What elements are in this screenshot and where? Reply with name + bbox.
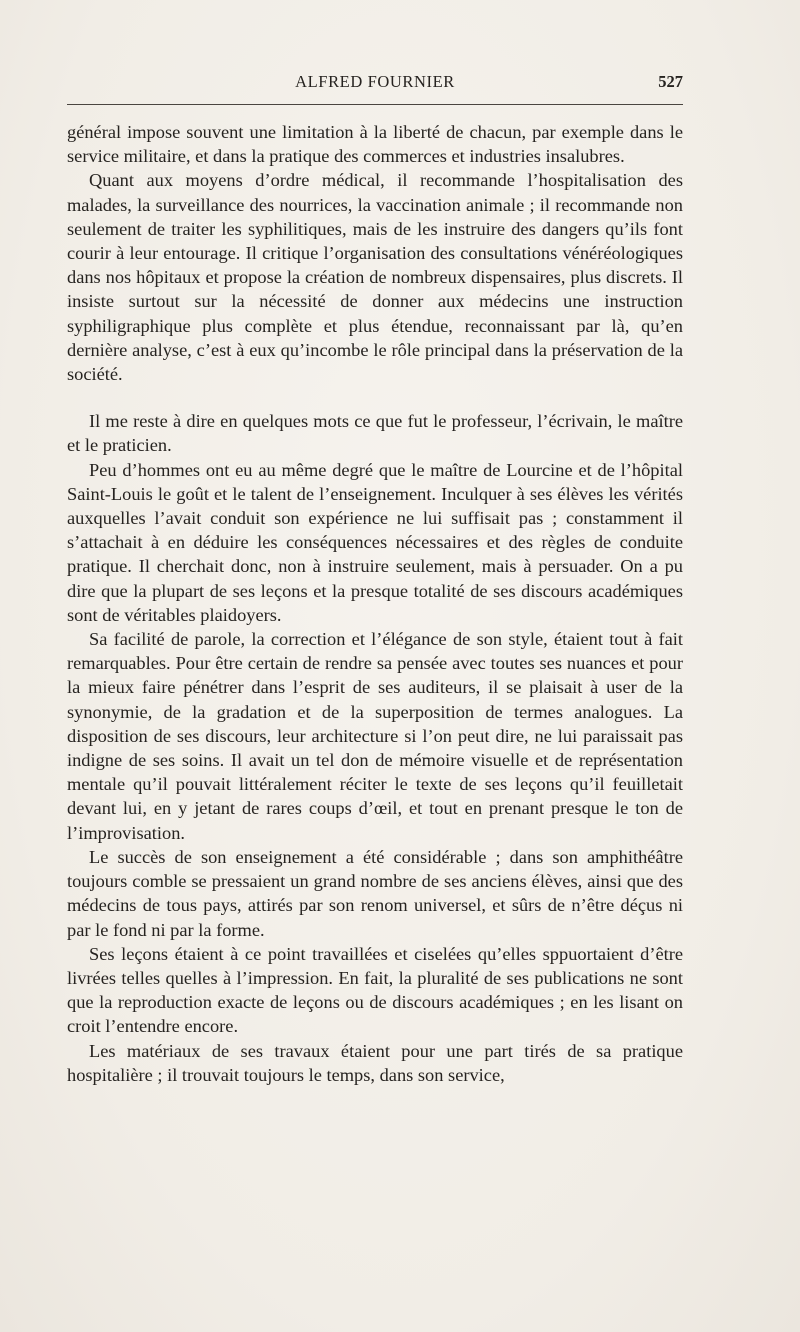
running-title: ALFRED FOURNIER [295, 72, 455, 91]
paragraph-eloquence: Sa facilité de parole, la correction et l’élégance de son style, étaient tout à fait remarquables. Pour être certain de rendre sa pensée avec toutes ses nuances et pour la mieux faire pénétrer dans l’esprit de ses auditeurs, il se plaisait à user de la synonymie, de la gradation et de la superposition de termes analogues. La disposition de ses discours, leur architecture si l’on peut dire, ne lui paraissait pas indigne de ses soins. Il avait un tel don de mémoire visuelle et de représentation mentale qu’il pouvait littéralement réciter le texte de ses leçons qu’il feuilletait devant lui, en y jetant de rares coups d’œil, et tout en prenant presque le ton de l’improvisation. [67, 629, 683, 843]
paragraph-continued: général impose souvent une limitation à la liberté de chacun, par exemple dans le service militaire, et dans la pratique des commerces et industries insalubres. [67, 122, 683, 167]
paragraph-success: Le succès de son enseignement a été considérable ; dans son amphithéâtre toujours comble se pressaient un grand nombre de ses anciens élèves, ainsi que des médecins de tous pays, attirés par son renom universel, et sûrs de n’être déçus ni par le fond ni par la forme. [67, 846, 683, 940]
page-number: 527 [658, 72, 683, 91]
paragraph-medical-measures: Quant aux moyens d’ordre médical, il recommande l’hospitalisation des malades, la surveillance des nourrices, la vaccination animale ; il recommande non seulement de traiter les syphilitiques, mais de les instruire des dangers qu’ils font courir à leur entourage. Il critique l’organisation des consultations vénéréologiques dans nos hôpitaux et propose la création de nombreux dispensaires, plus discrets. Il insiste surtout sur la nécessité de donner aux médecins une instruction syphiligraphique plus complète et plus étendue, reconnaissant par là, qu’en dernière analyse, c’est à eux qu’incombe le rôle principal dans la préservation de la société. [67, 170, 683, 385]
paragraph-publications: Ses leçons étaient à ce point travaillées et ciselées qu’elles sppuortaient d’être livrées telles quelles à l’impression. En fait, la pluralité de ses publications ne sont que la reproduction exacte de leçons ou de discours académiques ; en les lisant on croit l’entendre encore. [67, 943, 683, 1037]
paragraph-materials: Les matériaux de ses travaux étaient pour une part tirés de sa pratique hospitalière ; il trouvait toujours le temps, dans son service, [67, 1040, 683, 1085]
header-rule [67, 104, 683, 105]
page-header [67, 72, 683, 98]
body-text [67, 120, 683, 1087]
paragraph-teaching: Peu d’hommes ont eu au même degré que le maître de Lourcine et de l’hôpital Saint-Louis le goût et le talent de l’enseignement. Inculquer à ses élèves les vérités auxquelles l’avait conduit son expérience ne lui suffisait pas ; constamment il s’attachait à en déduire les conséquences nécessaires et des règles de conduite pratique. Il cherchait donc, non à instruire seulement, mais à persuader. On a pu dire que la plupart de ses leçons et la presque totalité de ses discours académiques sont de véritables plaidoyers. [67, 459, 683, 625]
paragraph-section-intro: Il me reste à dire en quelques mots ce que fut le professeur, l’écrivain, le maître et le praticien. [67, 411, 683, 456]
